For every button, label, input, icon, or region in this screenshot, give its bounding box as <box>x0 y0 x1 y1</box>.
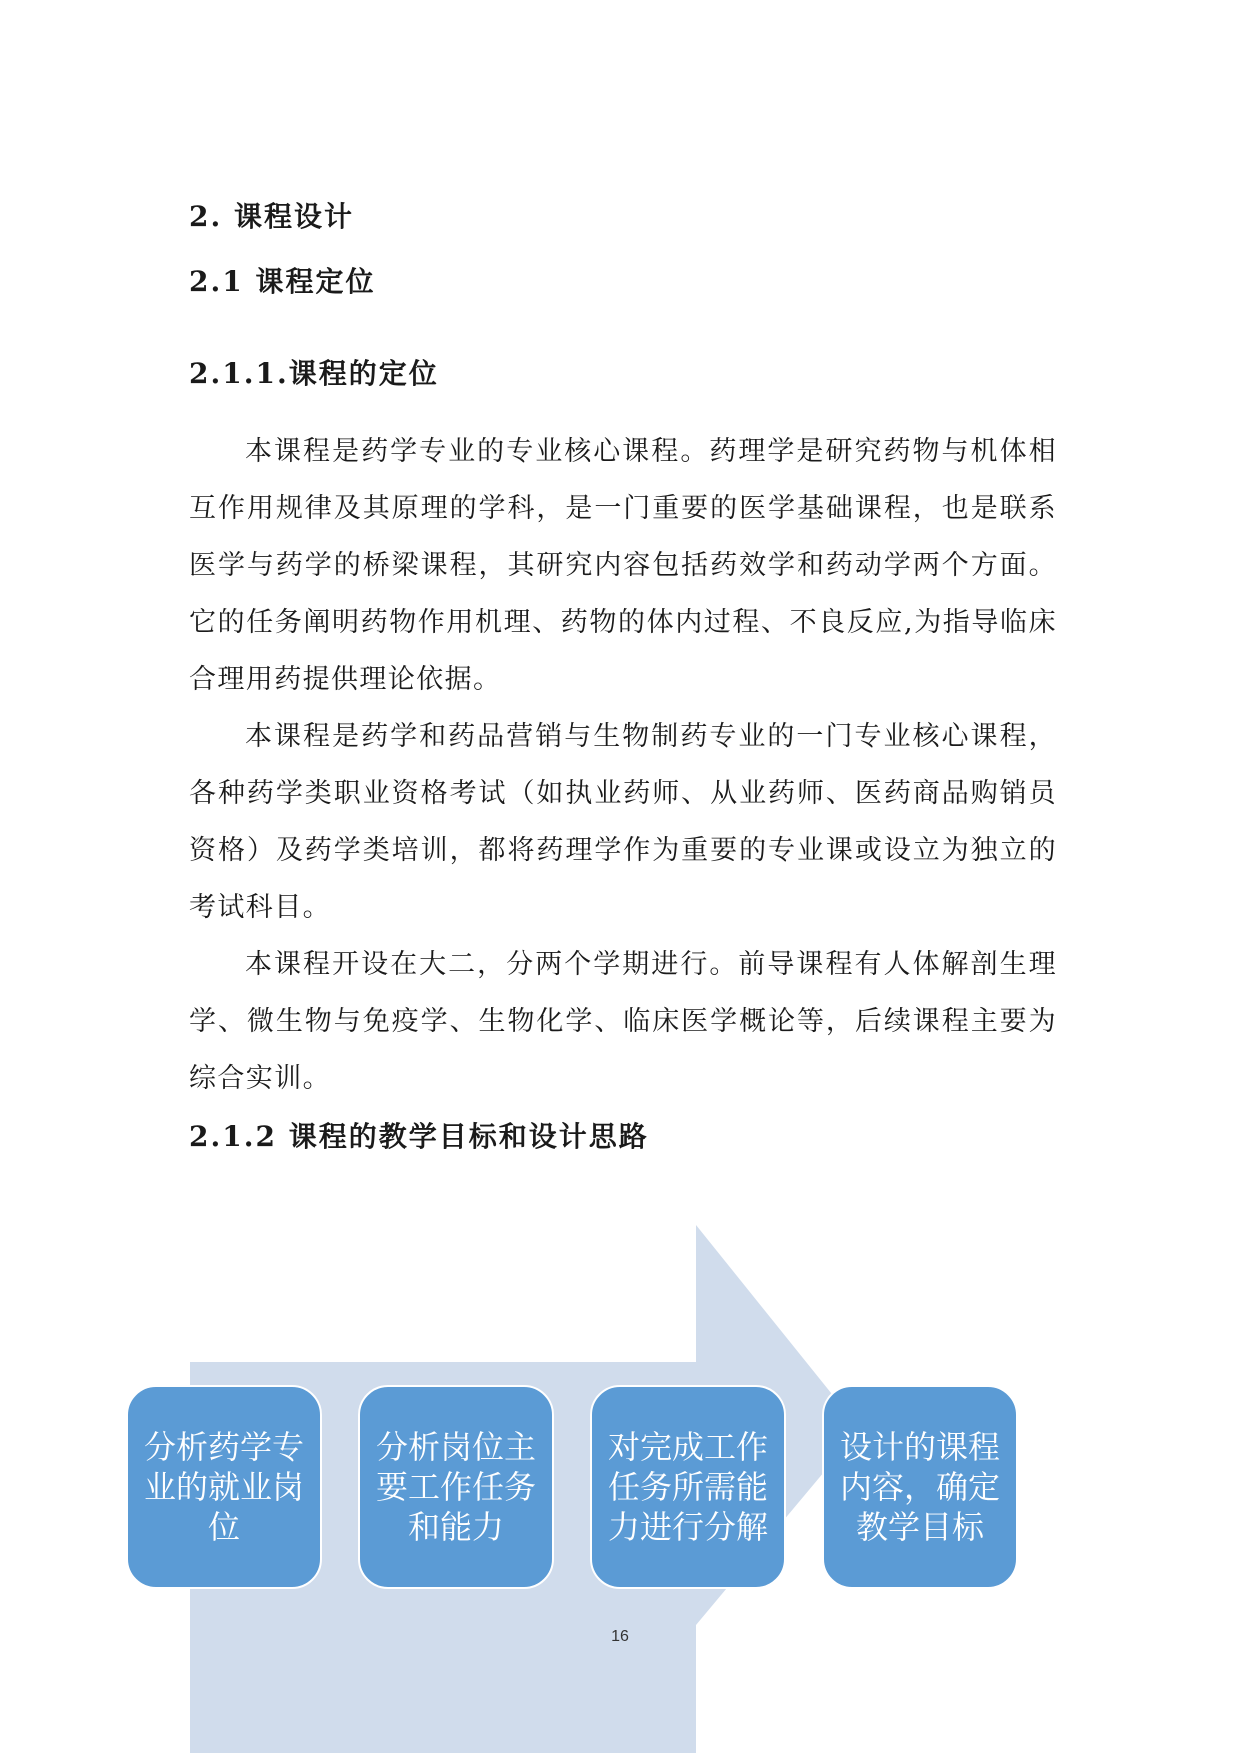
section-heading-2-1: 2.1 课程定位 <box>189 265 376 298</box>
page-number: 16 <box>611 1628 629 1645</box>
body-text <box>189 423 1057 1107</box>
paragraph-professional-exams: 本课程是药学和药品营销与生物制药专业的一门专业核心课程，各种药学类职业资格考试（如执业药师、从业药师、医药商品购销员资格）及药学类培训，都将药理学作为重要的专业课或设立为独立的考试科目。 <box>189 721 1057 923</box>
paragraph-course-positioning: 本课程是药学专业的专业核心课程。药理学是研究药物与机体相互作用规律及其原理的学科，是一门重要的医学基础课程，也是联系医学与药学的桥梁课程，其研究内容包括药效学和药动学两个方面。它的任务阐明药物作用机理、药物的体内过程、不良反应,为指导临床合理用药提供理论依据。 <box>189 436 1057 695</box>
step-design-content: 设计的课程内容，确定教学目标 <box>822 1385 1018 1589</box>
section-heading-2-1-2: 2.1.2 课程的教学目标和设计思路 <box>189 1120 649 1153</box>
step-decompose-abilities: 对完成工作任务所需能力进行分解 <box>590 1385 786 1589</box>
design-process-diagram <box>0 1225 1240 1753</box>
section-heading-2: 2. 课程设计 <box>189 200 354 233</box>
step-analyze-tasks: 分析岗位主要工作任务和能力 <box>358 1385 554 1589</box>
step-analyze-jobs: 分析药学专业的就业岗位 <box>126 1385 322 1589</box>
section-heading-2-1-1: 2.1.1.课程的定位 <box>189 357 439 390</box>
paragraph-course-schedule: 本课程开设在大二，分两个学期进行。前导课程有人体解剖生理学、微生物与免疫学、生物化学、临床医学概论等，后续课程主要为综合实训。 <box>189 949 1057 1094</box>
